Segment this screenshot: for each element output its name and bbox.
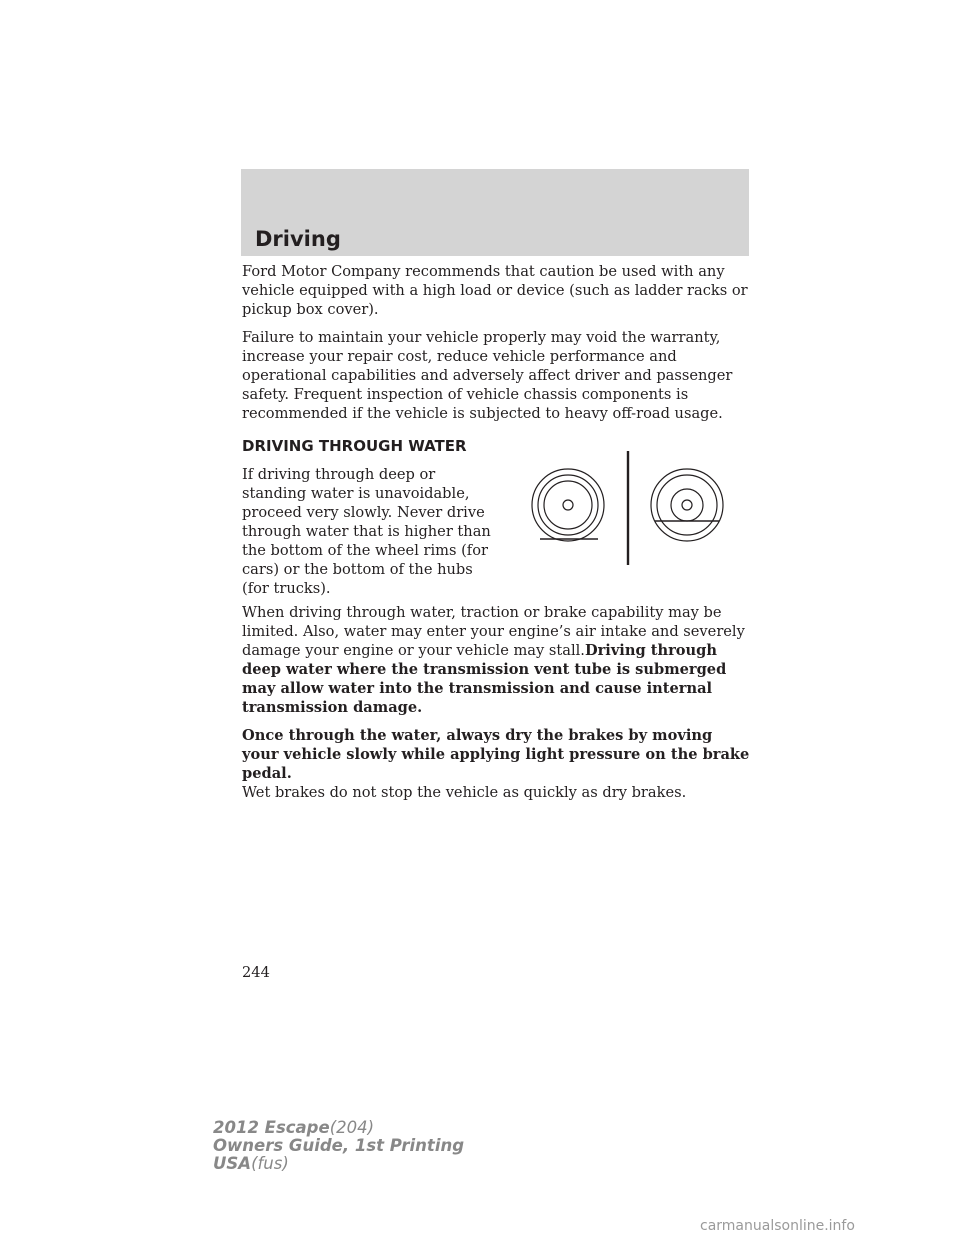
document-footer: 2012 Escape(204) Owners Guide, 1st Printing USA(fus) (213, 1118, 465, 1173)
wheel-water-level-illustration (526, 449, 750, 579)
truck-wheel-hub-icon (651, 469, 723, 541)
car-wheel-rim-icon (532, 469, 604, 541)
watermark: carmanualsonline.info (700, 1218, 855, 1234)
paragraph-water-intro: If driving through deep or standing water is unavoidable, proceed very slowly. Never drive through water that is higher than the bottom of the wheel rims (for cars) or the bottom of the hubs (for trucks). (242, 466, 491, 597)
page-content (242, 262, 750, 811)
paragraph-maintenance: Failure to maintain your vehicle properly may void the warranty, increase your repair cost, reduce vehicle performance and operational capabilities and adversely affect driver and passenger safety. Frequent inspection of vehicle chassis components is recommended if the vehicle is subjected to heavy off-road usage. (242, 329, 733, 422)
paragraph-water-effects: When driving through water, traction or brake capability may be limited. Also, water may enter your engine’s air intake and severely damage your engine or your vehicle may stall.Driving through deep water where the transmission vent tube is submerged may allow water into the transmission and cause internal transmission damage. (242, 604, 745, 716)
water-section (242, 465, 750, 595)
page-number: 244 (242, 964, 270, 981)
section-heading-water: DRIVING THROUGH WATER (242, 437, 467, 455)
paragraph-dry-brakes: Once through the water, always dry the brakes by moving your vehicle slowly while applying light pressure on the brake pedal. Wet brakes do not stop the vehicle as quickly as dry brakes. (242, 727, 750, 801)
section-header-band (241, 169, 749, 256)
section-title: Driving (255, 227, 341, 251)
paragraph-high-load: Ford Motor Company recommends that caution be used with any vehicle equipped with a high load or device (such as ladder racks or pickup box cover). (242, 263, 748, 318)
dry-brakes-instruction: Once through the water, always dry the brakes by moving your vehicle slowly while applying light pressure on the brake pedal. (242, 727, 750, 782)
transmission-warning: Driving through deep water where the transmission vent tube is submerged may allow water into the transmission and cause internal transmission damage. (242, 642, 727, 716)
